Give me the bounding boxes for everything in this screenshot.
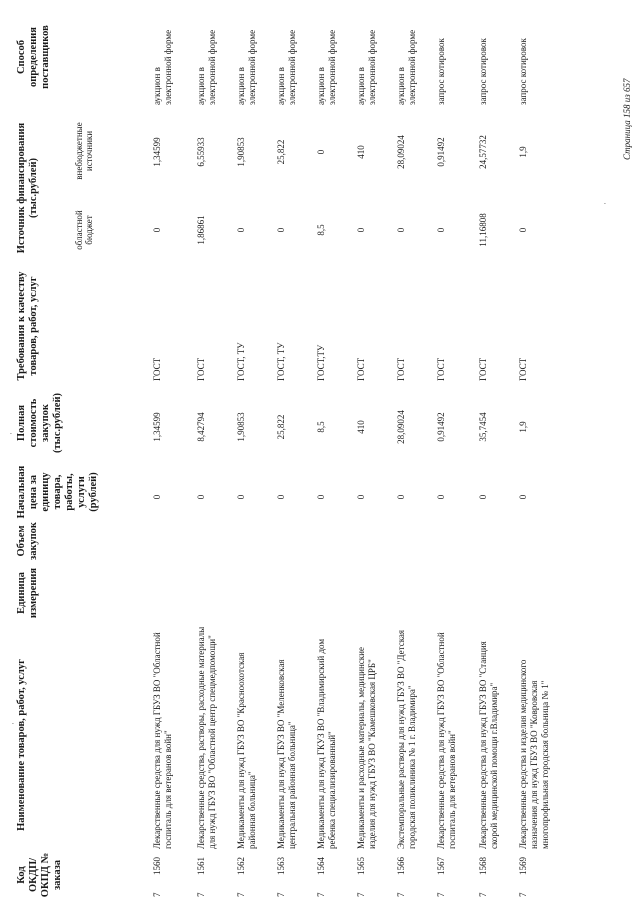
row-initial-price: 0 xyxy=(196,494,206,500)
header-requirements: Требования к качеству товаров, работ, услуг xyxy=(16,271,40,381)
row-regional: 0 xyxy=(518,227,528,233)
header-method: Способ определения поставщиков xyxy=(16,25,52,89)
row-code: 7 xyxy=(396,892,406,897)
row-external: 410 xyxy=(356,145,366,159)
header-financing: Источник финансирования (тыс.рублей) xyxy=(16,122,40,254)
scan-mark: · xyxy=(600,202,610,205)
row-regional: 11,16808 xyxy=(478,213,488,247)
row-number: 1564 xyxy=(316,857,326,875)
header-total-cost: Полная стоимость закупок (тыс.рублей) xyxy=(16,392,64,454)
row-name: Лекарственные средства, растворы, расходные материалы для нужд ГБУЗ ВО "Областной центр спецмедпомощи" xyxy=(196,626,217,849)
row-name: Лекарственные средства для нужд ГБУЗ ВО "Станция скорой медицинской помощи г.Владимира" xyxy=(478,641,499,849)
row-number: 1566 xyxy=(396,857,406,875)
row-code: 7 xyxy=(276,892,286,897)
row-initial-price: 0 xyxy=(236,494,246,500)
row-external: 1,9 xyxy=(518,146,528,158)
row-external: 28,09024 xyxy=(396,135,406,169)
row-number: 1563 xyxy=(276,857,286,875)
row-regional: 8,5 xyxy=(316,224,326,236)
row-method: аукцион в электронной форме xyxy=(396,29,417,105)
row-name: Лекарственные средства и изделия медицинского назначения для нужд ГБУЗ ВО "Ковровская многопрофильная городская больница № 1" xyxy=(518,659,550,849)
row-requirements: ГОСТ xyxy=(152,357,162,381)
row-total-cost: 8,5 xyxy=(316,421,326,433)
row-number: 1567 xyxy=(436,857,446,875)
row-requirements: ГОСТ xyxy=(396,357,406,381)
row-external: 0,91492 xyxy=(436,137,446,167)
header-financing-external: внебюджетные источники xyxy=(74,122,95,180)
row-initial-price: 0 xyxy=(276,494,286,500)
row-external: 0 xyxy=(316,149,326,155)
row-total-cost: 1,34599 xyxy=(152,412,162,442)
row-external: 25,822 xyxy=(276,139,286,165)
row-code: 7 xyxy=(236,892,246,897)
row-total-cost: 28,09024 xyxy=(396,410,406,444)
row-total-cost: 410 xyxy=(356,420,366,434)
row-method: аукцион в электронной форме xyxy=(152,29,173,105)
row-code: 7 xyxy=(478,892,488,897)
row-code: 7 xyxy=(356,892,366,897)
row-requirements: ГОСТ, ТУ xyxy=(236,342,246,381)
header-volume: Объем закупок xyxy=(16,522,40,560)
row-regional: 0 xyxy=(356,227,366,233)
row-total-cost: 8,42794 xyxy=(196,412,206,442)
row-name: Медикаменты для нужд ГБУЗ ВО "Красноохотская районная больница" xyxy=(236,652,257,849)
row-number: 1561 xyxy=(196,857,206,875)
row-total-cost: 1,9 xyxy=(518,421,528,433)
row-requirements: ГОСТ xyxy=(436,357,446,381)
row-external: 24,57732 xyxy=(478,135,488,169)
row-number: 1562 xyxy=(236,857,246,875)
row-number: 1560 xyxy=(152,857,162,875)
row-name: Медикаменты и расходные материалы, медицинские изделия для нужд ГБУЗ ВО "Камешковская ЦРБ" xyxy=(356,647,377,849)
row-regional: 0 xyxy=(152,227,162,233)
row-code: 7 xyxy=(518,892,528,897)
row-method: аукцион в электронной форме xyxy=(316,29,337,105)
row-name: Лекарственные средства для нужд ГБУЗ ВО "Областной госпиталь для ветеранов войн" xyxy=(152,632,173,849)
row-name: Медикаменты для нужд ГБУЗ ВО "Меленковская центральная районная больница" xyxy=(276,659,297,849)
row-requirements: ГОСТ xyxy=(518,357,528,381)
row-method: запрос котировок xyxy=(436,38,446,105)
header-initial-price: Начальная цена за единицу товара, работы, услуги (рублей) xyxy=(16,465,100,519)
row-initial-price: 0 xyxy=(152,494,162,500)
scan-mark: · xyxy=(6,432,16,435)
row-regional: 1,86861 xyxy=(196,215,206,245)
row-method: запрос котировок xyxy=(518,38,528,105)
row-external: 6,55933 xyxy=(196,137,206,167)
row-initial-price: 0 xyxy=(356,494,366,500)
row-code: 7 xyxy=(196,892,206,897)
row-initial-price: 0 xyxy=(518,494,528,500)
row-external: 1,34599 xyxy=(152,137,162,167)
row-requirements: ГОСТ xyxy=(196,357,206,381)
row-method: запрос котировок xyxy=(478,38,488,105)
row-name: Лекарственные средства для нужд ГБУЗ ВО "Областной госпиталь для ветеранов войн" xyxy=(436,632,457,849)
header-financing-regional: областной бюджет xyxy=(74,210,95,250)
row-total-cost: 0,91492 xyxy=(436,412,446,442)
row-regional: 0 xyxy=(396,227,406,233)
row-requirements: ГОСТ xyxy=(356,357,366,381)
row-method: аукцион в электронной форме xyxy=(276,29,297,105)
row-external: 1,90853 xyxy=(236,137,246,167)
row-requirements: ГОСТ xyxy=(478,357,488,381)
row-total-cost: 1,90853 xyxy=(236,412,246,442)
row-number: 1565 xyxy=(356,857,366,875)
page-number: Страница 158 из 657 xyxy=(622,78,632,160)
row-initial-price: 0 xyxy=(436,494,446,500)
row-initial-price: 0 xyxy=(478,494,488,500)
row-code: 7 xyxy=(152,892,162,897)
row-initial-price: 0 xyxy=(316,494,326,500)
row-regional: 0 xyxy=(276,227,286,233)
row-regional: 0 xyxy=(236,227,246,233)
row-requirements: ГОСТ, ТУ xyxy=(276,342,286,381)
row-method: аукцион в электронной форме xyxy=(236,29,257,105)
header-unit: Единица измерения xyxy=(16,567,40,619)
row-total-cost: 35,7454 xyxy=(478,412,488,442)
row-name: Медикаменты для нужд ГКУЗ ВО "Владимирский дом ребенка специализированный" xyxy=(316,638,337,849)
row-number: 1568 xyxy=(478,857,488,875)
row-regional: 0 xyxy=(436,227,446,233)
row-initial-price: 0 xyxy=(396,494,406,500)
row-total-cost: 25,822 xyxy=(276,414,286,440)
row-code: 7 xyxy=(316,892,326,897)
row-code: 7 xyxy=(436,892,446,897)
row-requirements: ГОСТ,ТУ xyxy=(316,344,326,381)
header-code: Код ОКДП/ ОКПД № заказа xyxy=(16,852,64,898)
header-name: Наименование товаров, работ, услуг xyxy=(16,659,27,831)
row-method: аукцион в электронной форме xyxy=(356,29,377,105)
row-name: Экстемпоральные растворы для нужд ГБУЗ ВО "Детская городская поликлиника № 1 г. Владимира" xyxy=(396,629,417,849)
scan-mark: · xyxy=(8,722,18,725)
row-method: аукцион в электронной форме xyxy=(196,29,217,105)
row-number: 1569 xyxy=(518,857,528,875)
